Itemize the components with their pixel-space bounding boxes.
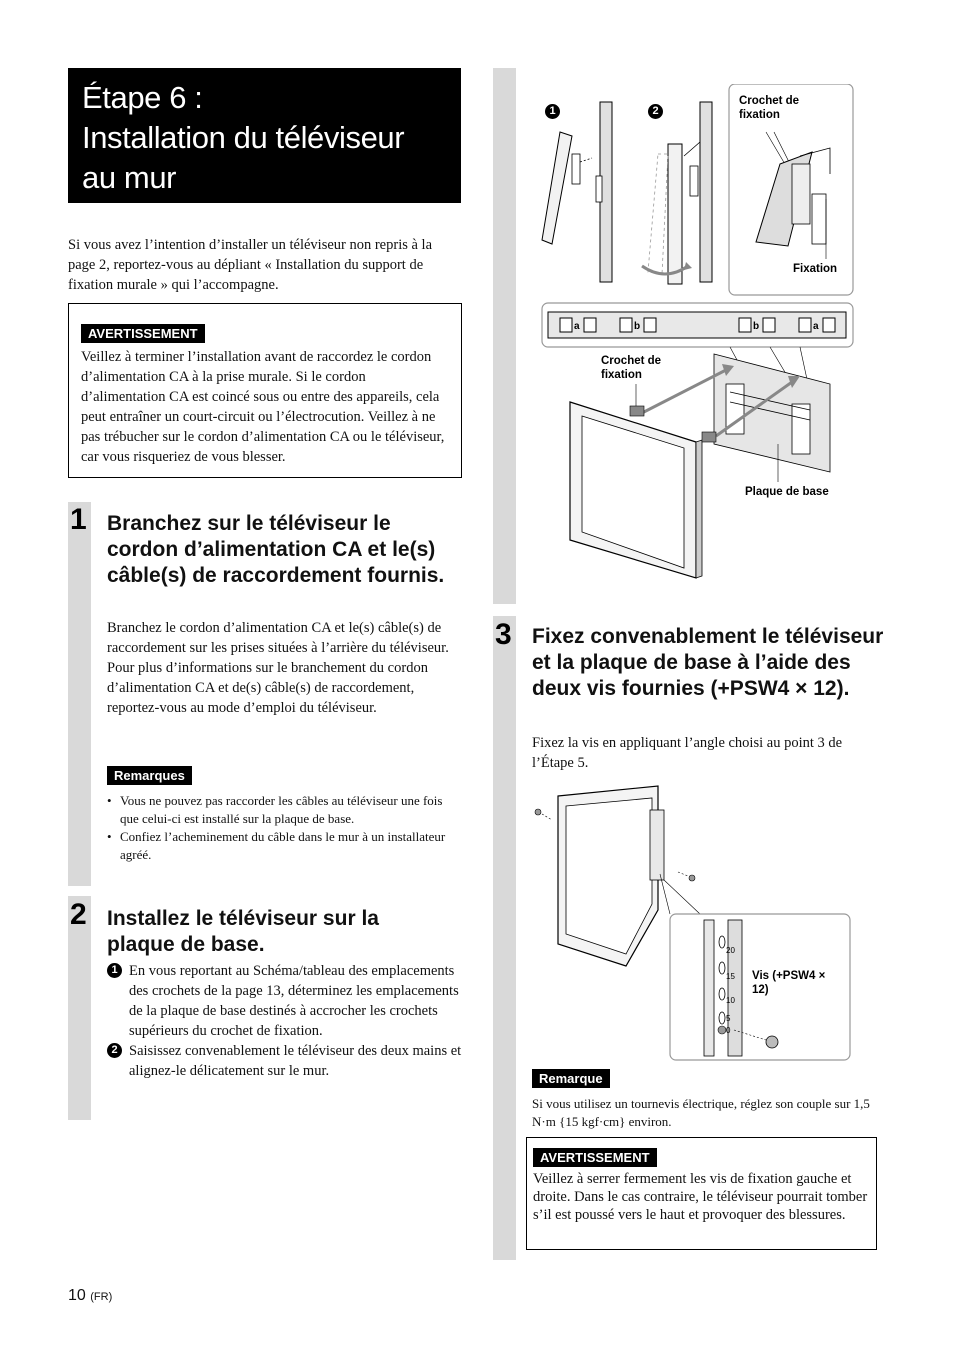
warning-label-1: AVERTISSEMENT bbox=[81, 324, 205, 343]
slot-letter: a bbox=[813, 321, 819, 332]
title-line-3: au mur bbox=[82, 160, 177, 195]
step-2-marker-1: 1 bbox=[107, 963, 122, 978]
notes-label: Remarques bbox=[107, 766, 192, 785]
screw-diagram bbox=[530, 780, 860, 1065]
screw-label: Vis (+PSW4 × 12) bbox=[752, 970, 826, 996]
step-2-number: 2 bbox=[70, 898, 87, 931]
fixation-label: Fixation bbox=[793, 263, 838, 275]
scale-mark: 0 bbox=[726, 1026, 731, 1035]
step-2-item-1-text: En vous reportant au Schéma/tableau des emplacements des crochets de la page 13, déterminez les emplacements de la plaque de base destinés à accrocher les crochets supérieurs du crochet de fixation. bbox=[129, 963, 459, 1039]
step-2-marker-2: 2 bbox=[107, 1043, 122, 1058]
list-item: • Vous ne pouvez pas raccorder les câbles au téléviseur une fois que celui-ci est installé sur la plaque de base. bbox=[107, 792, 462, 828]
title-line-2: Installation du téléviseur bbox=[82, 120, 405, 155]
scale-mark: 15 bbox=[726, 972, 735, 981]
step-3-note: Si vous utilisez un tournevis électrique, réglez son couple sur 1,5 N·m {15 kgf·cm} environ. bbox=[532, 1096, 870, 1129]
step-1-body: Branchez le cordon d’alimentation CA et le(s) câble(s) de raccordement sur les prises situées à l’arrière du téléviseur. Pour plus d’informations sur le branchement du cordon d’alimentation CA et de(s) câble(s) de raccordement, reportez-vous au mode d’emploi du téléviseur. bbox=[107, 620, 449, 716]
list-item bbox=[107, 1041, 462, 1081]
step-3-title: Fixez convenablement le téléviseur et la plaque de base à l’aide des deux vis fournies (+PSW4 × 12). bbox=[532, 625, 884, 700]
step-2-items bbox=[107, 961, 462, 1081]
step-1-bar bbox=[68, 502, 91, 886]
hook-label-2: Crochet de fixation bbox=[601, 355, 662, 381]
scale-mark: 20 bbox=[726, 946, 735, 955]
step-1-notes-badge bbox=[107, 766, 192, 785]
warning-box-1 bbox=[68, 303, 462, 478]
intro-paragraph: Si vous avez l’intention d’installer un téléviseur non repris à la page 2, reportez-vous au dépliant « Installation du support de fixation murale » qui l’accompagne. bbox=[68, 237, 433, 293]
slot-letter: b bbox=[753, 321, 760, 332]
step-1-notes-list bbox=[107, 792, 462, 864]
list-item: • Confiez l’acheminement du câble dans le mur à un installateur agréé. bbox=[107, 828, 462, 864]
figure-marker-1: 1 bbox=[545, 104, 560, 119]
page-title bbox=[68, 68, 461, 203]
figure-wall-mount bbox=[530, 84, 860, 604]
warning-label-2: AVERTISSEMENT bbox=[533, 1148, 657, 1167]
step-3-number: 3 bbox=[495, 618, 512, 651]
page-footer bbox=[68, 1287, 112, 1305]
scale-mark: 5 bbox=[726, 1014, 731, 1023]
step-2-item-2-text: Saisissez convenablement le téléviseur des deux mains et alignez-le délicatement sur le mur. bbox=[129, 1043, 462, 1079]
note-label: Remarque bbox=[532, 1069, 610, 1088]
scale-mark: 10 bbox=[726, 996, 735, 1005]
warning-box-2 bbox=[526, 1137, 877, 1250]
hook-label: Crochet de fixation bbox=[739, 95, 800, 121]
base-plate-label: Plaque de base bbox=[745, 486, 829, 498]
wall-mount-diagram bbox=[530, 84, 860, 604]
slot-letter: b bbox=[634, 321, 641, 332]
warning-text-2: Veillez à serrer fermement les vis de fixation gauche et droite. Dans le cas contraire, le téléviseur pourrait tomber s’il est poussé vers le haut et provoquer des blessures. bbox=[533, 1171, 868, 1223]
language-code: (FR) bbox=[90, 1291, 113, 1303]
slot-letter: a bbox=[574, 321, 580, 332]
page-number: 10 bbox=[68, 1287, 86, 1304]
step-2-title: Installez le téléviseur sur la plaque de base. bbox=[107, 907, 379, 956]
step-2-figure-bar bbox=[493, 68, 516, 604]
title-line-1: Étape 6 : bbox=[82, 80, 203, 115]
warning-text-1: Veillez à terminer l’installation avant de raccordez le cordon d’alimentation CA à la prise murale. Si le cordon d’alimentation CA est coincé sous ou entre des appareils, cela peut entraîner un court-circuit ou l’électrocution. Veillez à ne pas trébucher sur le cordon d’alimentation CA ou le téléviseur, car vous risqueriez de vous blesser. bbox=[81, 349, 445, 465]
list-item bbox=[107, 961, 462, 1041]
figure-screw bbox=[530, 780, 860, 1065]
step-3-body: Fixez la vis en appliquant l’angle choisi au point 3 de l’Étape 5. bbox=[532, 735, 843, 771]
figure-marker-2: 2 bbox=[648, 104, 663, 119]
step-1-number: 1 bbox=[70, 503, 87, 536]
step-1-title: Branchez sur le téléviseur le cordon d’alimentation CA et le(s) câble(s) de raccordement fournis. bbox=[107, 512, 445, 587]
step-3-bar bbox=[493, 616, 516, 1260]
step-3-note-badge bbox=[532, 1069, 610, 1088]
